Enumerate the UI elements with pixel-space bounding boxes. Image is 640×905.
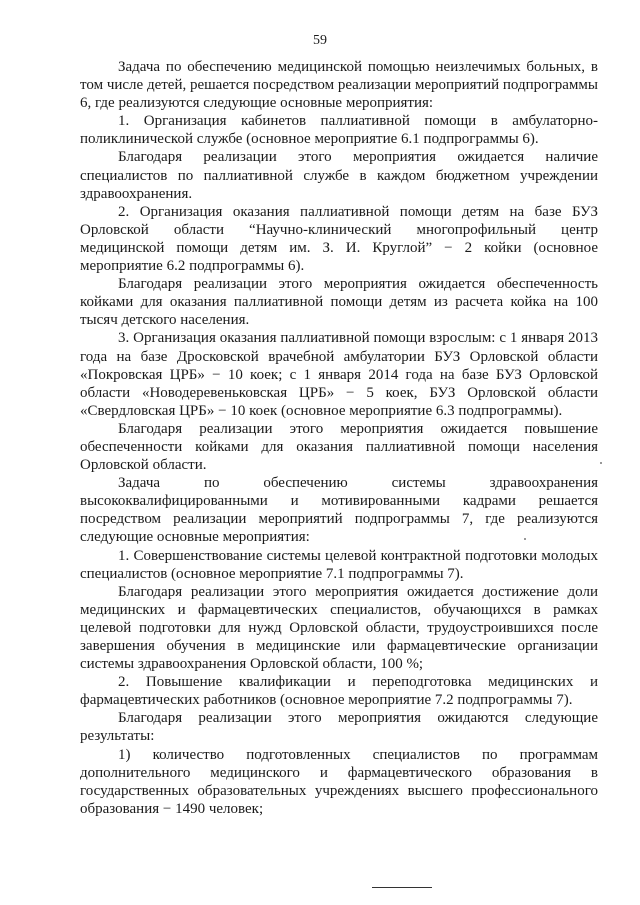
scan-speck bbox=[600, 462, 602, 464]
paragraph-result-7-2-item-1: 1) количество подготовленных специалистов по программам дополнительного медицинского и фармацевтического образования в государственных образовательных учреждениях высшего профессионального образования − 1490 человек; bbox=[80, 746, 598, 817]
paragraph-measure-6-2: 2. Организация оказания паллиативной помощи детям на базе БУЗ Орловской области “Научно-клинический многопрофильный центр медицинской помощи детям им. З. И. Круглой” − 2 койки (основное мероприятие 6.2 подпрограммы 6). bbox=[80, 203, 598, 275]
paragraph-result-6-2: Благодаря реализации этого мероприятия ожидается обеспеченность койками для оказания паллиативной помощи детям из расчета койка на 100 тысяч детского населения. bbox=[80, 276, 598, 329]
paragraph-result-7-2-intro: Благодаря реализации этого мероприятия ожидаются следующие результаты: bbox=[80, 710, 598, 745]
scan-speck bbox=[524, 538, 526, 540]
paragraph-task-personnel: Задача по обеспечению системы здравоохранения высококвалифицированными и мотивированными кадрами решается посредством реализации мероприятий подпрограммы 7, где реализуются следующие основные мероприятия: bbox=[80, 475, 598, 546]
paragraph-measure-6-1: 1. Организация кабинетов паллиативной помощи в амбулаторно-поликлинической службе (основное мероприятие 6.1 подпрограммы 6). bbox=[80, 113, 598, 148]
paragraph-measure-6-3: 3. Организация оказания паллиативной помощи взрослым: с 1 января 2013 года на базе Дросковской врачебной амбулатории БУЗ Орловской области «Покровская ЦРБ» − 10 коек; с 1 января 2014 года на базе БУЗ Орловской области «Новодеревеньковская ЦРБ» − 5 коек, БУЗ Орловской области «Свердловская ЦРБ» − 10 коек (основное мероприятие 6.3 подпрограммы). bbox=[80, 330, 598, 419]
paragraph-measure-7-2: 2. Повышение квалификации и переподготовка медицинских и фармацевтических работников (основное мероприятие 7.2 подпрограммы 7). bbox=[80, 674, 598, 709]
footer-rule bbox=[372, 887, 432, 888]
paragraph-result-6-1: Благодаря реализации этого мероприятия ожидается наличие специалистов по паллиативной службе в каждом бюджетном учреждении здравоохранения. bbox=[80, 149, 598, 202]
document-body bbox=[80, 58, 598, 818]
paragraph-result-7-1: Благодаря реализации этого мероприятия ожидается достижение доли медицинских и фармацевтических специалистов, обучающихся в рамках целевой подготовки для нужд Орловской области, трудоустроившихся после завершения обучения в медицинские или фармацевтические организации системы здравоохранения Орловской области, 100 %; bbox=[80, 583, 598, 673]
paragraph-task-palliative: Задача по обеспечению медицинской помощью неизлечимых больных, в том числе детей, решается посредством реализации мероприятий подпрограммы 6, где реализуются следующие основные мероприятия: bbox=[80, 59, 598, 112]
paragraph-measure-7-1: 1. Совершенствование системы целевой контрактной подготовки молодых специалистов (основное мероприятие 7.1 подпрограммы 7). bbox=[80, 547, 598, 582]
paragraph-result-6-3: Благодаря реализации этого мероприятия ожидается повышение обеспеченности койками для оказания паллиативной помощи населения Орловской области. bbox=[80, 420, 598, 474]
page-number: 59 bbox=[313, 33, 327, 48]
